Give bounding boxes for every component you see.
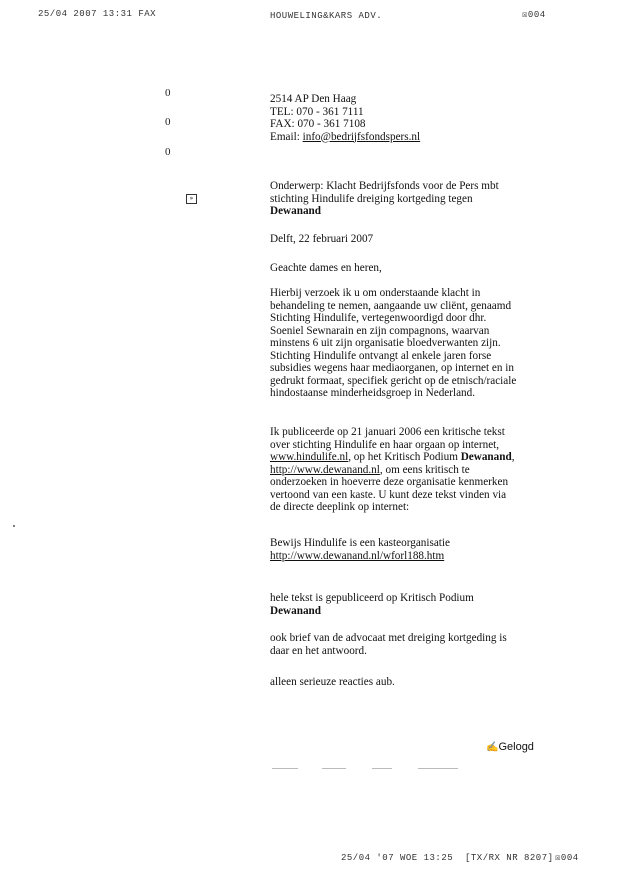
fax-footer-page: ☒004 [555,853,579,863]
paragraph-line: behandeling te nemen, aangaande uw cliënt, genaamd [270,299,512,312]
fax-footer-datetime: 25/04 '07 WOE 13:25 [341,853,454,863]
paragraph-line: vertoond van een kaste. U kunt deze tekst vinden via [270,488,507,501]
scan-artifact-line [272,768,298,769]
paragraph-line [270,464,545,477]
scan-speck [13,525,15,527]
evidence-block [270,537,545,562]
paragraph-publication [270,426,545,514]
paragraph-text: , om eens kritisch te [379,463,470,476]
paragraph-line: minstens 6 uit zijn organisatie bloedverwanten zijn. [270,337,501,349]
paragraph-line: subsidies wegens haar mediaorganen, op internet en in [270,362,514,374]
subject-line: Onderwerp: Klacht Bedrijfsfonds voor de Pers mbt [270,180,499,192]
signature-pen-icon: ✍ [486,742,499,753]
address-block [270,93,545,143]
fax-footer-txrx: [TX/RX NR 8207] [465,853,554,863]
fax-header-page: ☒004 [522,10,546,20]
paragraph-line: hindostaanse minderheidsgroep in Nederland. [270,387,476,399]
margin-mark: 0 [165,146,171,158]
dewanand-name: Dewanand [460,451,512,463]
attachment-marker-icon: » [186,194,197,204]
paragraph-line: Stichting Hindulife ontvangt al enkele jaren forse [270,349,492,362]
paragraph-line: Stichting Hindulife, vertegenwoordigd door dhr. [270,312,487,324]
salutation: Geachte dames en heren, [270,262,382,274]
subject-name: Dewanand [270,205,321,217]
subject-block [270,180,545,218]
subject-line: stichting Hindulife dreiging kortgeding tegen [270,192,473,205]
paragraph-line: Hierbij verzoek ik u om onderstaande klacht in [270,287,481,299]
signature [486,741,534,753]
margin-mark: 0 [165,87,171,99]
paragraph-line: onderzoeken in hoeverre deze organisatie kenmerken [270,476,509,488]
dewanand-link[interactable]: http://www.dewanand.nl [270,463,380,476]
published-name: Dewanand [270,604,321,617]
email-label: Email: [270,130,303,143]
address-tel: TEL: 070 - 361 7111 [270,105,364,118]
paragraph-line [270,451,545,464]
scan-artifact-line [372,768,392,769]
email-link[interactable]: info@bedrijfsfondspers.nl [302,130,421,143]
scan-artifact-line [322,768,346,769]
paragraph-text: , op het Kritisch Podium [348,451,461,463]
paragraph-line: Soeniel Sewnarain en zijn compagnons, waarvan [270,324,490,337]
address-fax: FAX: 070 - 361 7108 [270,118,366,130]
scan-artifact-line [418,768,458,769]
published-block [270,592,545,617]
paragraph-line: de directe deeplink op internet: [270,501,410,513]
date-line: Delft, 22 februari 2007 [270,233,374,245]
evidence-link[interactable]: http://www.dewanand.nl/wforl188.htm [270,549,445,562]
hindulife-link[interactable]: www.hindulife.nl [270,451,349,463]
paragraph-line: Ik publiceerde op 21 januari 2006 een kritische tekst [270,426,505,438]
published-line: hele tekst is gepubliceerd op Kritisch Podium [270,592,474,604]
letter-note-block [270,632,545,657]
paragraph-text: , [511,451,515,463]
fax-header-datetime: 25/04 2007 13:31 FAX [38,9,157,19]
evidence-title: Bewijs Hindulife is een kasteorganisatie [270,537,450,549]
letter-note-line: ook brief van de advocaat met dreiging kortgeding is [270,632,507,644]
margin-mark: 0 [165,116,171,128]
fax-header-sender: HOUWELING&KARS ADV. [270,11,383,21]
address-email-row [270,131,545,144]
paragraph-complaint [270,287,545,400]
closing-line: alleen serieuze reacties aub. [270,676,395,688]
signature-text: Gelogd [498,741,534,753]
letter-note-line: daar en het antwoord. [270,644,367,657]
paragraph-line: gedrukt formaat, specifiek gericht op de etnisch/raciale [270,374,517,387]
address-line: 2514 AP Den Haag [270,93,357,105]
paragraph-line: over stichting Hindulife en haar orgaan op internet, [270,438,500,451]
